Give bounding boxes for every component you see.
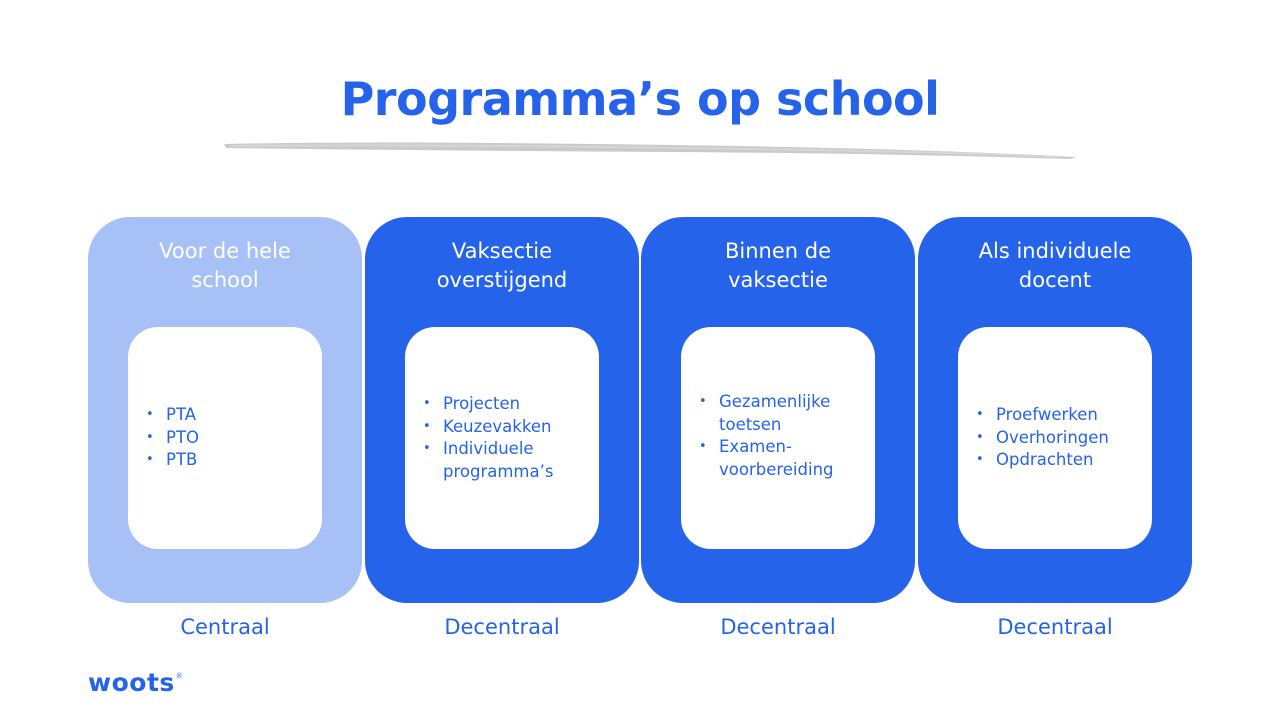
column-card-individuele-docent: [918, 217, 1192, 603]
column-list-box: [681, 327, 875, 549]
woots-logo: woots®: [88, 668, 184, 697]
page-title: Programma’s op school: [340, 72, 940, 126]
brush-stroke-decoration: [220, 136, 1080, 164]
column-list-box: [405, 327, 599, 549]
list-item: • Projecten: [423, 393, 553, 416]
column-card-binnen-vaksectie: [641, 217, 915, 603]
column-title: Binnen de vaksectie: [724, 239, 831, 292]
column-list-box: [128, 327, 322, 549]
bullet-list: [681, 391, 834, 481]
column-card-school: [88, 217, 362, 603]
column-footer-label: Centraal: [180, 615, 270, 639]
column-title: Vaksectie overstijgend: [436, 239, 568, 292]
list-item: • Proefwerken: [976, 404, 1109, 427]
list-item: • PTO: [146, 427, 199, 450]
column-title: Voor de hele school: [159, 239, 291, 292]
column-title: Als individuele docent: [978, 239, 1132, 292]
list-item: • Gezamenlijke toetsen: [699, 391, 834, 436]
list-item: • PTA: [146, 404, 199, 427]
column-list-box: [958, 327, 1152, 549]
column-footer-label: Decentraal: [720, 615, 836, 639]
list-item: • Examen- voorbereiding: [699, 436, 834, 481]
bullet-list: [958, 404, 1109, 472]
bullet-list: [405, 393, 553, 483]
column-card-vaksectie-overstijgend: [365, 217, 639, 603]
column-footer-label: Decentraal: [997, 615, 1113, 639]
list-item: • Individuele programma’s: [423, 438, 553, 483]
list-item: • Overhoringen: [976, 427, 1109, 450]
column-footer-label: Decentraal: [444, 615, 560, 639]
list-item: • PTB: [146, 449, 199, 472]
bullet-list: [128, 404, 199, 472]
list-item: • Opdrachten: [976, 449, 1109, 472]
list-item: • Keuzevakken: [423, 416, 553, 439]
